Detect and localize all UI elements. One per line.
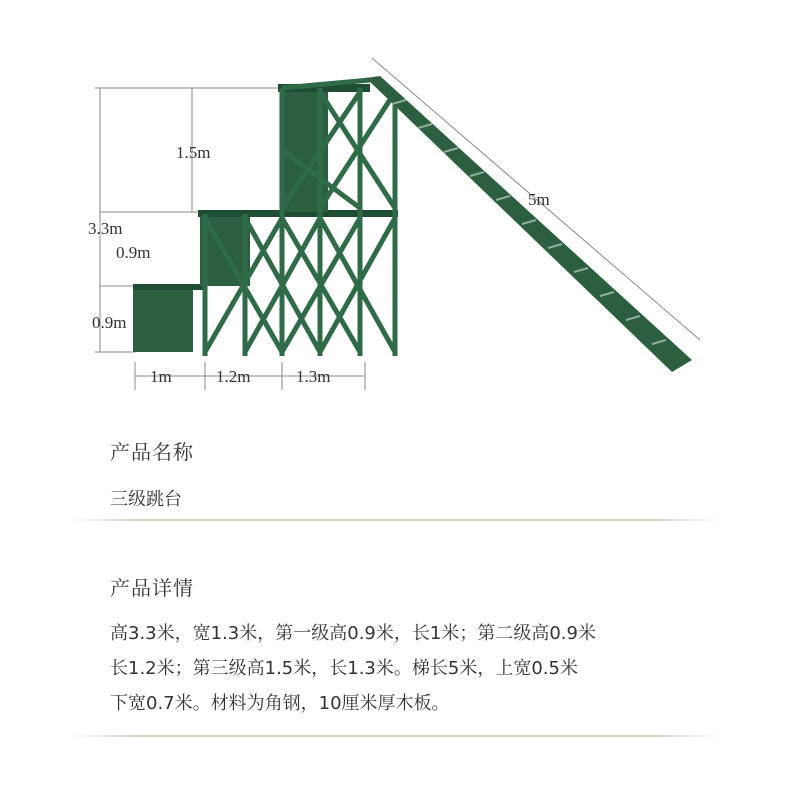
level1-panel: [133, 286, 193, 352]
product-details-text: [110, 616, 690, 721]
detail-line: 长1.2米；第三级高1.5米，长1.3米。梯长5米，上宽0.5米: [110, 658, 578, 679]
level2-height-label: 0.9m: [116, 243, 151, 262]
product-details-heading: 产品详情: [110, 576, 194, 600]
level2-length-label: 1.2m: [216, 367, 251, 386]
level1-deck: [133, 284, 203, 290]
level1-height-label: 0.9m: [92, 313, 127, 332]
level1-length-label: 1m: [150, 367, 172, 386]
ladder: [366, 76, 692, 372]
divider-top: [70, 519, 720, 521]
divider-bottom: [70, 735, 720, 737]
ladder-length-label: 5m: [528, 190, 550, 209]
detail-line: 下宽0.7米。材料为角钢，10厘米厚木板。: [110, 693, 450, 714]
level3-length-label: 1.3m: [296, 367, 331, 386]
product-name-value: 三级跳台: [110, 489, 182, 510]
total-height-label: 3.3m: [88, 219, 123, 238]
steel-frame: [133, 80, 398, 356]
product-name-heading: 产品名称: [110, 440, 194, 464]
detail-line: 高3.3米，宽1.3米，第一级高0.9米，长1米；第二级高0.9米: [110, 623, 596, 644]
level3-height-label: 1.5m: [176, 143, 211, 162]
